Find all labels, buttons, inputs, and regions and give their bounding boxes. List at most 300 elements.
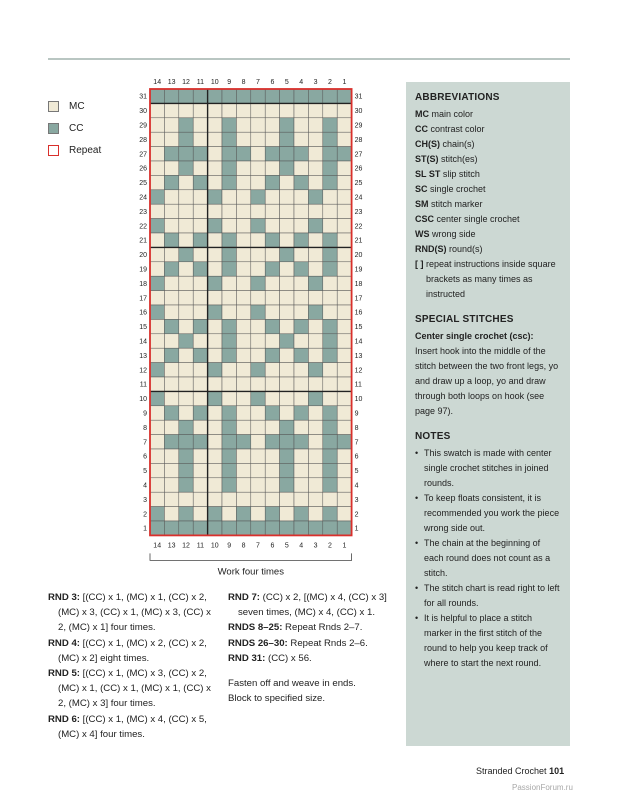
mc-stitch-cell <box>193 291 207 305</box>
round-instruction <box>228 636 388 651</box>
mc-stitch-cell <box>337 334 351 348</box>
row-number: 8 <box>143 424 147 432</box>
abbreviation-def: repeat instructions inside square brackets as many times as instructed <box>423 259 556 299</box>
mc-stitch-cell <box>179 175 193 189</box>
column-number: 14 <box>153 79 162 86</box>
mc-stitch-cell <box>294 492 308 506</box>
row-number: 16 <box>139 309 147 317</box>
mc-stitch-cell <box>308 204 322 218</box>
cc-stitch-cell <box>323 233 337 247</box>
row-number: 5 <box>354 468 359 476</box>
cc-stitch-cell <box>265 348 279 362</box>
cc-stitch-cell <box>222 406 236 420</box>
row-number: 15 <box>354 324 363 332</box>
cc-stitch-cell <box>323 262 337 276</box>
cc-stitch-cell <box>323 89 337 103</box>
mc-stitch-cell <box>208 319 222 333</box>
row-number: 13 <box>139 352 147 360</box>
row-number: 28 <box>139 136 147 144</box>
mc-stitch-cell <box>164 463 178 477</box>
cc-stitch-cell <box>208 391 222 405</box>
row-number: 9 <box>143 410 147 418</box>
mc-stitch-cell <box>294 449 308 463</box>
mc-stitch-cell <box>164 507 178 521</box>
mc-stitch-cell <box>337 363 351 377</box>
cc-stitch-cell <box>323 334 337 348</box>
mc-stitch-cell <box>337 348 351 362</box>
cc-stitch-cell <box>164 147 178 161</box>
notes-heading: NOTES <box>415 431 451 442</box>
round-instruction <box>48 712 216 742</box>
mc-stitch-cell <box>323 276 337 290</box>
round-instruction <box>48 636 216 666</box>
mc-stitch-cell <box>208 147 222 161</box>
mc-stitch-cell <box>208 233 222 247</box>
mc-stitch-cell <box>193 103 207 117</box>
mc-stitch-cell <box>236 233 250 247</box>
round-instruction <box>228 651 388 666</box>
cc-stitch-cell <box>179 420 193 434</box>
row-number: 26 <box>354 165 363 173</box>
mc-stitch-cell <box>337 175 351 189</box>
cc-stitch-cell <box>164 233 178 247</box>
abbreviation-item <box>415 212 562 227</box>
mc-stitch-cell <box>251 319 265 333</box>
mc-stitch-cell <box>164 478 178 492</box>
mc-stitch-cell <box>251 147 265 161</box>
row-number: 15 <box>139 324 147 332</box>
column-number: 6 <box>270 79 275 86</box>
mc-stitch-cell <box>150 233 164 247</box>
mc-stitch-cell <box>337 204 351 218</box>
mc-stitch-cell <box>308 463 322 477</box>
round-label: RNDS 8–25: <box>228 622 283 634</box>
mc-stitch-cell <box>308 175 322 189</box>
cc-stitch-cell <box>280 147 294 161</box>
mc-stitch-cell <box>251 435 265 449</box>
cc-stitch-cell <box>208 219 222 233</box>
row-number: 25 <box>139 180 147 188</box>
note-item: • This swatch is made with center single crochet stitches in joined rounds. <box>415 446 562 491</box>
mc-stitch-cell <box>236 219 250 233</box>
cc-stitch-cell <box>222 420 236 434</box>
column-number: 4 <box>299 542 304 550</box>
cc-stitch-cell <box>222 147 236 161</box>
cc-stitch-cell <box>337 89 351 103</box>
column-number: 13 <box>167 542 176 550</box>
row-number: 19 <box>139 266 147 274</box>
cc-stitch-cell <box>222 262 236 276</box>
mc-stitch-cell <box>337 319 351 333</box>
mc-stitch-cell <box>323 219 337 233</box>
mc-stitch-cell <box>337 247 351 261</box>
mc-stitch-cell <box>337 305 351 319</box>
row-number: 7 <box>354 439 359 447</box>
abbreviation-term: SM <box>415 199 429 209</box>
mc-stitch-cell <box>294 391 308 405</box>
cc-stitch-cell <box>222 175 236 189</box>
mc-stitch-cell <box>222 391 236 405</box>
mc-stitch-cell <box>280 492 294 506</box>
cc-stitch-cell <box>208 363 222 377</box>
cc-stitch-cell <box>265 406 279 420</box>
mc-stitch-cell <box>164 118 178 132</box>
mc-stitch-cell <box>308 377 322 391</box>
row-number: 12 <box>139 367 147 375</box>
mc-stitch-cell <box>294 219 308 233</box>
mc-stitch-cell <box>251 507 265 521</box>
mc-stitch-cell <box>337 478 351 492</box>
mc-stitch-cell <box>208 406 222 420</box>
mc-stitch-cell <box>150 132 164 146</box>
abbreviation-item <box>415 227 562 242</box>
cc-stitch-cell <box>164 262 178 276</box>
mc-stitch-cell <box>150 175 164 189</box>
row-number: 11 <box>354 381 362 389</box>
mc-stitch-cell <box>308 435 322 449</box>
abbreviation-item <box>415 257 562 302</box>
cc-stitch-cell <box>294 406 308 420</box>
mc-stitch-cell <box>164 190 178 204</box>
mc-stitch-cell <box>323 305 337 319</box>
mc-stitch-cell <box>179 492 193 506</box>
mc-stitch-cell <box>251 262 265 276</box>
mc-stitch-cell <box>150 103 164 117</box>
mc-stitch-cell <box>179 363 193 377</box>
mc-stitch-cell <box>265 478 279 492</box>
row-number: 14 <box>354 338 363 346</box>
mc-stitch-cell <box>308 449 322 463</box>
watermark: PassionForum.ru <box>512 783 573 792</box>
cc-stitch-cell <box>251 190 265 204</box>
column-number: 2 <box>328 79 332 86</box>
mc-stitch-cell <box>208 463 222 477</box>
cc-stitch-cell <box>164 175 178 189</box>
mc-stitch-cell <box>251 492 265 506</box>
row-number: 5 <box>143 468 147 476</box>
mc-stitch-cell <box>222 103 236 117</box>
mc-stitch-cell <box>236 132 250 146</box>
abbreviation-term: CC <box>415 124 428 134</box>
row-number: 21 <box>139 237 147 245</box>
mc-stitch-cell <box>308 406 322 420</box>
abbreviation-item <box>415 242 562 257</box>
cc-stitch-cell <box>193 89 207 103</box>
mc-stitch-cell <box>164 334 178 348</box>
mc-stitch-cell <box>265 391 279 405</box>
mc-stitch-cell <box>150 291 164 305</box>
mc-stitch-cell <box>222 507 236 521</box>
repeat-swatch <box>48 145 59 156</box>
row-number: 10 <box>354 396 363 404</box>
row-number: 11 <box>139 381 147 389</box>
mc-stitch-cell <box>294 190 308 204</box>
mc-stitch-cell <box>265 291 279 305</box>
mc-stitch-cell <box>193 377 207 391</box>
mc-stitch-cell <box>150 334 164 348</box>
cc-stitch-cell <box>294 89 308 103</box>
mc-stitch-cell <box>337 377 351 391</box>
abbreviation-term: CSC <box>415 214 435 224</box>
column-number: 5 <box>284 542 289 550</box>
mc-stitch-cell <box>294 334 308 348</box>
cc-stitch-cell <box>236 147 250 161</box>
mc-stitch-cell <box>222 276 236 290</box>
mc-stitch-cell <box>236 492 250 506</box>
mc-stitch-cell <box>236 363 250 377</box>
abbreviation-term: [ ] <box>415 259 424 269</box>
row-number: 17 <box>139 295 147 303</box>
cc-stitch-cell <box>179 478 193 492</box>
mc-stitch-cell <box>222 204 236 218</box>
column-number: 3 <box>313 79 318 86</box>
special-stitch-name: Center single crochet (csc): <box>415 331 534 341</box>
cc-stitch-cell <box>222 449 236 463</box>
cc-stitch-cell <box>251 276 265 290</box>
mc-stitch-cell <box>208 161 222 175</box>
cc-stitch-cell <box>164 435 178 449</box>
mc-stitch-cell <box>236 161 250 175</box>
cc-stitch-cell <box>222 348 236 362</box>
mc-stitch-cell <box>236 247 250 261</box>
mc-stitch-cell <box>280 348 294 362</box>
column-number: 12 <box>182 79 190 86</box>
mc-stitch-cell <box>265 305 279 319</box>
mc-stitch-cell <box>150 478 164 492</box>
row-number: 23 <box>139 208 147 216</box>
mc-stitch-cell <box>222 219 236 233</box>
round-instruction <box>48 590 216 636</box>
row-number: 19 <box>354 266 363 274</box>
mc-stitch-cell <box>308 478 322 492</box>
mc-stitch-cell <box>323 291 337 305</box>
mc-stitch-cell <box>222 363 236 377</box>
column-number: 11 <box>196 79 205 86</box>
mc-stitch-cell <box>208 118 222 132</box>
mc-stitch-cell <box>164 420 178 434</box>
row-number: 18 <box>139 280 147 288</box>
mc-stitch-cell <box>280 204 294 218</box>
mc-stitch-cell <box>193 132 207 146</box>
cc-stitch-cell <box>308 276 322 290</box>
mc-stitch-cell <box>265 420 279 434</box>
mc-stitch-cell <box>337 103 351 117</box>
mc-stitch-cell <box>164 204 178 218</box>
cc-stitch-cell <box>251 219 265 233</box>
column-number: 6 <box>270 542 275 550</box>
round-text: [(CC) x 1, (MC) x 1, (CC) x 2, (MC) x 3, (CC) x 1, (MC) x 3, (CC) x 2, (MC) x 1] four times. <box>58 592 211 634</box>
mc-swatch <box>48 101 59 112</box>
mc-stitch-cell <box>308 348 322 362</box>
round-label: RND 4: <box>48 637 80 649</box>
mc-stitch-cell <box>150 420 164 434</box>
abbreviation-term: CH(S) <box>415 139 440 149</box>
cc-stitch-cell <box>323 435 337 449</box>
cc-stitch-cell <box>280 435 294 449</box>
abbreviation-term: RND(S) <box>415 244 447 254</box>
abbreviation-def: center single crochet <box>434 214 520 224</box>
mc-stitch-cell <box>236 175 250 189</box>
mc-stitch-cell <box>222 377 236 391</box>
mc-stitch-cell <box>294 161 308 175</box>
row-number: 31 <box>139 93 147 101</box>
mc-stitch-cell <box>193 204 207 218</box>
note-item: • The chain at the beginning of each round does not count as a stitch. <box>415 536 562 581</box>
mc-stitch-cell <box>236 406 250 420</box>
mc-stitch-cell <box>280 363 294 377</box>
round-label: RND 5: <box>48 668 80 680</box>
cc-stitch-cell <box>323 507 337 521</box>
mc-stitch-cell <box>265 276 279 290</box>
cc-stitch-cell <box>265 435 279 449</box>
mc-stitch-cell <box>280 391 294 405</box>
cc-stitch-cell <box>280 247 294 261</box>
mc-stitch-cell <box>236 291 250 305</box>
page-footer <box>476 766 564 776</box>
mc-stitch-cell <box>150 161 164 175</box>
mc-stitch-cell <box>150 147 164 161</box>
mc-stitch-cell <box>294 103 308 117</box>
row-number: 27 <box>139 151 147 159</box>
cc-stitch-cell <box>193 233 207 247</box>
mc-stitch-cell <box>337 233 351 247</box>
mc-stitch-cell <box>280 233 294 247</box>
cc-stitch-cell <box>150 507 164 521</box>
mc-stitch-cell <box>150 262 164 276</box>
cc-stitch-cell <box>179 147 193 161</box>
cc-stitch-cell <box>323 319 337 333</box>
cc-stitch-cell <box>193 435 207 449</box>
round-label: RND 7: <box>228 592 260 603</box>
mc-stitch-cell <box>265 492 279 506</box>
cc-stitch-cell <box>179 463 193 477</box>
row-number: 14 <box>139 338 147 346</box>
row-number: 3 <box>354 496 359 504</box>
mc-stitch-cell <box>323 492 337 506</box>
mc-stitch-cell <box>236 103 250 117</box>
mc-stitch-cell <box>208 204 222 218</box>
mc-stitch-cell <box>179 233 193 247</box>
row-number: 30 <box>354 108 363 116</box>
row-number: 26 <box>139 165 147 173</box>
cc-stitch-cell <box>179 161 193 175</box>
row-number: 4 <box>354 482 359 490</box>
mc-stitch-cell <box>208 478 222 492</box>
mc-stitch-cell <box>193 449 207 463</box>
column-number: 4 <box>299 79 304 86</box>
row-number: 3 <box>143 496 147 504</box>
mc-stitch-cell <box>323 204 337 218</box>
cc-stitch-cell <box>280 132 294 146</box>
cc-stitch-cell <box>150 521 164 535</box>
mc-stitch-cell <box>265 103 279 117</box>
mc-stitch-cell <box>222 305 236 319</box>
mc-stitch-cell <box>164 161 178 175</box>
mc-stitch-cell <box>193 420 207 434</box>
mc-stitch-cell <box>193 190 207 204</box>
mc-stitch-cell <box>265 449 279 463</box>
top-rule <box>48 58 570 60</box>
cc-stitch-cell <box>193 406 207 420</box>
mc-stitch-cell <box>150 463 164 477</box>
sidebar-panel <box>406 82 570 746</box>
cc-stitch-cell <box>294 233 308 247</box>
mc-stitch-cell <box>265 161 279 175</box>
mc-stitch-cell <box>251 204 265 218</box>
round-instruction <box>228 590 388 620</box>
mc-stitch-cell <box>308 161 322 175</box>
mc-stitch-cell <box>236 449 250 463</box>
mc-stitch-cell <box>251 103 265 117</box>
mc-stitch-cell <box>251 132 265 146</box>
cc-stitch-cell <box>222 319 236 333</box>
mc-stitch-cell <box>222 291 236 305</box>
mc-stitch-cell <box>150 449 164 463</box>
mc-stitch-cell <box>164 391 178 405</box>
round-instruction <box>228 620 388 635</box>
cc-stitch-cell <box>208 507 222 521</box>
mc-stitch-cell <box>308 118 322 132</box>
cc-stitch-cell <box>208 305 222 319</box>
mc-stitch-cell <box>308 492 322 506</box>
mc-stitch-cell <box>179 319 193 333</box>
mc-stitch-cell <box>308 132 322 146</box>
special-stitches-heading: SPECIAL STITCHES <box>415 314 514 325</box>
row-number: 1 <box>143 525 147 533</box>
mc-stitch-cell <box>294 463 308 477</box>
mc-stitch-cell <box>251 334 265 348</box>
mc-stitch-cell <box>308 247 322 261</box>
mc-stitch-cell <box>179 305 193 319</box>
round-label: RND 31: <box>228 652 266 664</box>
cc-stitch-cell <box>294 521 308 535</box>
row-number: 31 <box>354 93 363 101</box>
row-number: 24 <box>139 194 147 202</box>
mc-stitch-cell <box>236 118 250 132</box>
row-number: 1 <box>354 525 359 533</box>
mc-stitch-cell <box>236 204 250 218</box>
mc-stitch-cell <box>150 492 164 506</box>
mc-stitch-cell <box>337 463 351 477</box>
cc-stitch-cell <box>222 233 236 247</box>
cc-stitch-cell <box>208 89 222 103</box>
cc-stitch-cell <box>323 161 337 175</box>
cc-stitch-cell <box>294 175 308 189</box>
mc-stitch-cell <box>251 118 265 132</box>
mc-stitch-cell <box>179 348 193 362</box>
row-number: 20 <box>354 252 363 260</box>
mc-stitch-cell <box>323 103 337 117</box>
mc-stitch-cell <box>265 132 279 146</box>
cc-stitch-cell <box>193 262 207 276</box>
mc-stitch-cell <box>251 420 265 434</box>
legend-label: MC <box>69 100 85 112</box>
mc-stitch-cell <box>265 377 279 391</box>
column-number: 7 <box>256 79 260 86</box>
mc-stitch-cell <box>294 420 308 434</box>
abbreviation-item <box>415 137 562 152</box>
mc-stitch-cell <box>280 507 294 521</box>
cc-stitch-cell <box>265 319 279 333</box>
cc-stitch-cell <box>164 319 178 333</box>
round-text: Repeat Rnds 2–7. <box>282 622 363 634</box>
column-number: 11 <box>196 542 205 550</box>
cc-stitch-cell <box>179 132 193 146</box>
cc-stitch-cell <box>251 521 265 535</box>
repeat-bracket <box>150 553 352 560</box>
row-number: 28 <box>354 136 363 144</box>
mc-stitch-cell <box>208 377 222 391</box>
